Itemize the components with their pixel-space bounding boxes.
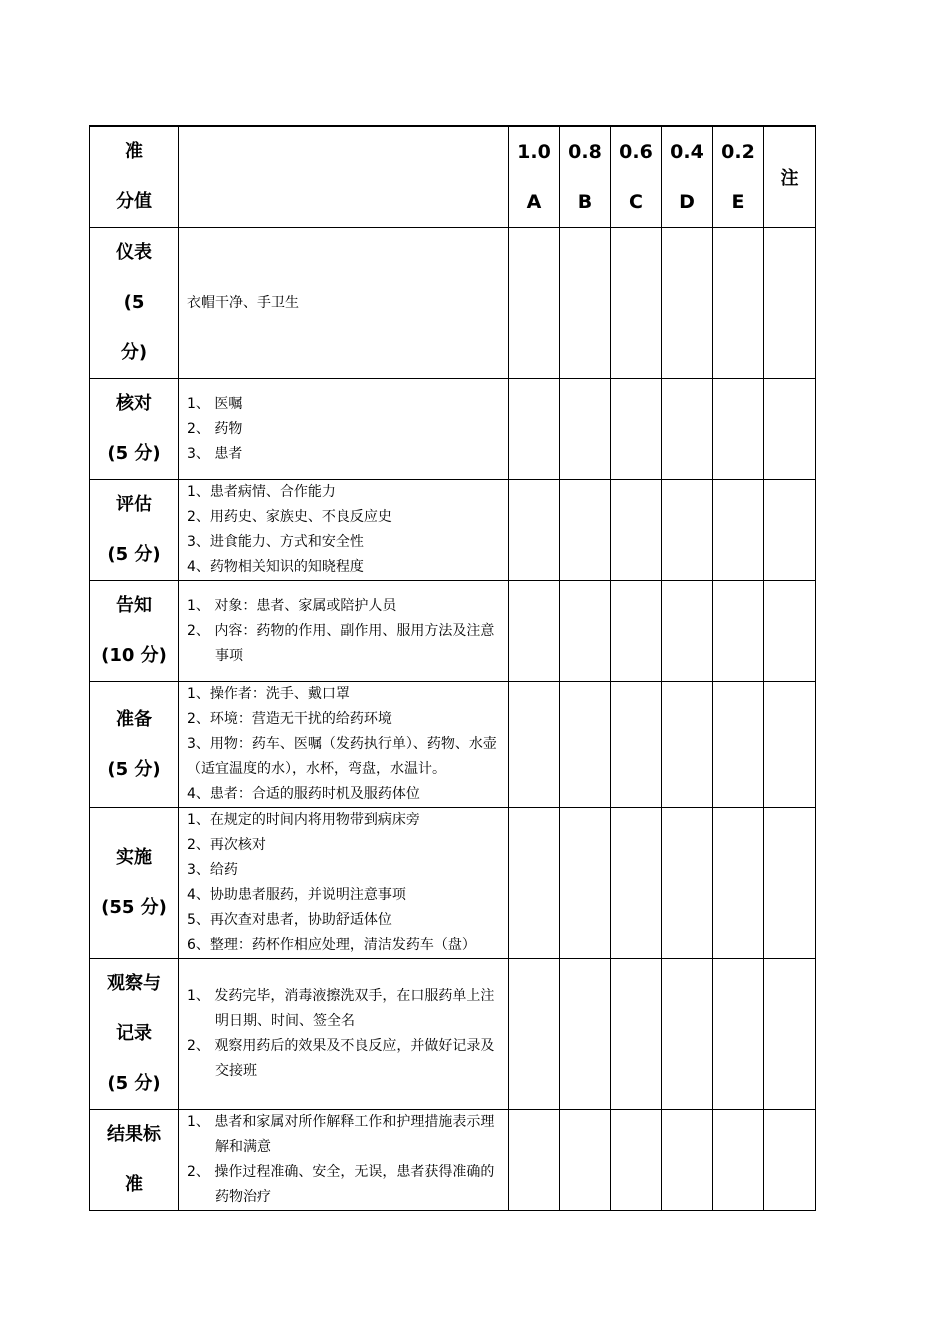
grade-e-cell[interactable] xyxy=(713,379,764,480)
grade-c-cell[interactable] xyxy=(611,682,662,808)
grade-a-cell[interactable] xyxy=(509,228,560,379)
grade-d-cell[interactable] xyxy=(662,1110,713,1211)
category-cell xyxy=(90,581,179,682)
content-item: 1、 医嘱 xyxy=(187,395,243,412)
table-row-implement xyxy=(90,808,816,959)
grade-a-cell[interactable] xyxy=(509,480,560,581)
content-item: 2、 观察用药后的效果及不良反应，并做好记录及交接班 xyxy=(187,1038,495,1079)
header-content-cell xyxy=(179,126,509,228)
table-row-prepare xyxy=(90,682,816,808)
table-row-appearance xyxy=(90,228,816,379)
category-cell xyxy=(90,480,179,581)
content-cell xyxy=(179,682,509,808)
content-item: 2、 内容：药物的作用、副作用、服用方法及注意事项 xyxy=(187,622,495,664)
grade-d-cell[interactable] xyxy=(662,682,713,808)
category-line: 告知 xyxy=(116,595,152,616)
content-item: 1、患者病情、合作能力 xyxy=(187,484,336,500)
content-item: 1、 发药完毕，消毒液擦洗双手，在口服药单上注明日期、时间、签全名 xyxy=(187,988,495,1029)
category-line: 结果标 xyxy=(107,1124,161,1145)
grade-e-cell[interactable] xyxy=(713,228,764,379)
grade-c-cell[interactable] xyxy=(611,808,662,959)
header-row xyxy=(90,126,816,228)
content-item: 2、用药史、家族史、不良反应史 xyxy=(187,509,392,525)
grade-e-cell[interactable] xyxy=(713,959,764,1110)
content-item: 4、患者：合适的服药时机及服药体位 xyxy=(187,786,420,802)
grade-a-cell[interactable] xyxy=(509,959,560,1110)
content-item: 5、再次查对患者，协助舒适体位 xyxy=(187,912,392,928)
content-item: 2、 药物 xyxy=(187,420,243,437)
grade-b-header xyxy=(560,126,611,228)
table-row-result xyxy=(90,1110,816,1211)
note-cell[interactable] xyxy=(764,959,816,1110)
note-cell[interactable] xyxy=(764,581,816,682)
content-cell xyxy=(179,808,509,959)
grade-e-cell[interactable] xyxy=(713,581,764,682)
category-line: 实施 xyxy=(116,847,152,868)
grade-a-cell[interactable] xyxy=(509,1110,560,1211)
grade-c-cell[interactable] xyxy=(611,228,662,379)
note-cell[interactable] xyxy=(764,808,816,959)
grade-e-cell[interactable] xyxy=(713,808,764,959)
grade-d-cell[interactable] xyxy=(662,379,713,480)
content-item: 2、再次核对 xyxy=(187,837,266,853)
note-cell[interactable] xyxy=(764,682,816,808)
category-cell xyxy=(90,808,179,959)
grade-e-cell[interactable] xyxy=(713,1110,764,1211)
grade-letter: B xyxy=(577,191,593,213)
grade-b-cell[interactable] xyxy=(560,379,611,480)
grade-e-header xyxy=(713,126,764,228)
category-line: 观察与 xyxy=(107,973,161,994)
grade-letter: C xyxy=(629,191,643,213)
grade-letter: E xyxy=(731,191,745,213)
content-item: 1、 患者和家属对所作解释工作和护理措施表示理解和满意 xyxy=(187,1114,495,1155)
content-item: 2、 操作过程准确、安全，无误，患者获得准确的药物治疗 xyxy=(187,1164,495,1205)
category-line: 记录 xyxy=(116,1023,152,1044)
content-item: 衣帽干净、手卫生 xyxy=(187,294,299,311)
category-line: (5 分) xyxy=(107,443,161,464)
content-cell xyxy=(179,228,509,379)
grade-value: 0.6 xyxy=(619,141,653,163)
category-line: (55 分) xyxy=(101,897,167,918)
grade-a-cell[interactable] xyxy=(509,682,560,808)
content-cell xyxy=(179,379,509,480)
content-item: 1、操作者：洗手、戴口罩 xyxy=(187,686,350,702)
category-line: (5 分) xyxy=(107,758,161,780)
grade-a-cell[interactable] xyxy=(509,581,560,682)
grade-c-cell[interactable] xyxy=(611,480,662,581)
grade-d-header xyxy=(662,126,713,228)
grade-letter: D xyxy=(679,191,695,213)
content-cell xyxy=(179,1110,509,1211)
content-item: 6、整理：药杯作相应处理，清洁发药车（盘） xyxy=(187,937,476,953)
grading-table xyxy=(89,125,816,1211)
header-category-cell xyxy=(90,126,179,228)
category-line: (5 分) xyxy=(107,544,161,565)
grade-b-cell[interactable] xyxy=(560,480,611,581)
grade-b-cell[interactable] xyxy=(560,228,611,379)
grade-d-cell[interactable] xyxy=(662,808,713,959)
note-cell[interactable] xyxy=(764,228,816,379)
content-item: 3、进食能力、方式和安全性 xyxy=(187,534,364,550)
content-item: 4、协助患者服药，并说明注意事项 xyxy=(187,887,406,903)
content-item: 3、用物：药车、医嘱（发药执行单）、药物、水壶（适宜温度的水），水杯，弯盘，水温计。 xyxy=(187,736,497,777)
grade-b-cell[interactable] xyxy=(560,1110,611,1211)
grade-c-header xyxy=(611,126,662,228)
note-cell[interactable] xyxy=(764,379,816,480)
category-line: 仪表 xyxy=(116,242,152,263)
grade-c-cell[interactable] xyxy=(611,379,662,480)
grade-value: 0.8 xyxy=(568,141,602,163)
grade-c-cell[interactable] xyxy=(611,1110,662,1211)
content-item: 2、环境：营造无干扰的给药环境 xyxy=(187,711,392,727)
grade-d-cell[interactable] xyxy=(662,480,713,581)
header-category-line: 准 xyxy=(125,141,143,162)
category-cell xyxy=(90,228,179,379)
category-line: 准备 xyxy=(116,708,152,730)
grade-letter: A xyxy=(526,191,542,213)
content-item: 4、药物相关知识的知晓程度 xyxy=(187,559,364,575)
grade-d-cell[interactable] xyxy=(662,581,713,682)
category-cell xyxy=(90,959,179,1110)
grade-a-cell[interactable] xyxy=(509,379,560,480)
category-cell xyxy=(90,379,179,480)
grade-b-cell[interactable] xyxy=(560,682,611,808)
category-line: 评估 xyxy=(116,494,152,515)
content-item: 1、 对象：患者、家属或陪护人员 xyxy=(187,597,397,614)
grade-value: 0.2 xyxy=(721,141,755,163)
content-item: 1、在规定的时间内将用物带到病床旁 xyxy=(187,812,420,828)
note-cell[interactable] xyxy=(764,480,816,581)
grade-b-cell[interactable] xyxy=(560,959,611,1110)
table-row-inform xyxy=(90,581,816,682)
grade-d-cell[interactable] xyxy=(662,228,713,379)
content-item: 3、 患者 xyxy=(187,445,243,462)
grade-value: 1.0 xyxy=(517,141,551,163)
category-line: (10 分) xyxy=(101,645,167,666)
note-header: 注 xyxy=(764,126,816,228)
table-row-verify xyxy=(90,379,816,480)
grade-b-cell[interactable] xyxy=(560,808,611,959)
category-line: 核对 xyxy=(116,393,152,414)
grade-a-header xyxy=(509,126,560,228)
category-cell xyxy=(90,1110,179,1211)
category-line: (5 分) xyxy=(107,1073,161,1094)
table-row-assess xyxy=(90,480,816,581)
note-cell[interactable] xyxy=(764,1110,816,1211)
grade-c-cell[interactable] xyxy=(611,581,662,682)
grade-b-cell[interactable] xyxy=(560,581,611,682)
content-item: 3、给药 xyxy=(187,862,238,878)
grade-a-cell[interactable] xyxy=(509,808,560,959)
content-cell xyxy=(179,959,509,1110)
grade-d-cell[interactable] xyxy=(662,959,713,1110)
header-category-line: 分值 xyxy=(116,191,152,212)
content-cell xyxy=(179,581,509,682)
grade-e-cell[interactable] xyxy=(713,480,764,581)
grade-e-cell[interactable] xyxy=(713,682,764,808)
table-row-observe xyxy=(90,959,816,1110)
grade-c-cell[interactable] xyxy=(611,959,662,1110)
category-line: 准 xyxy=(125,1174,143,1195)
grade-value: 0.4 xyxy=(670,141,704,163)
category-line: 分) xyxy=(120,342,148,363)
category-line: (5 xyxy=(123,292,145,313)
content-cell xyxy=(179,480,509,581)
category-cell xyxy=(90,682,179,808)
